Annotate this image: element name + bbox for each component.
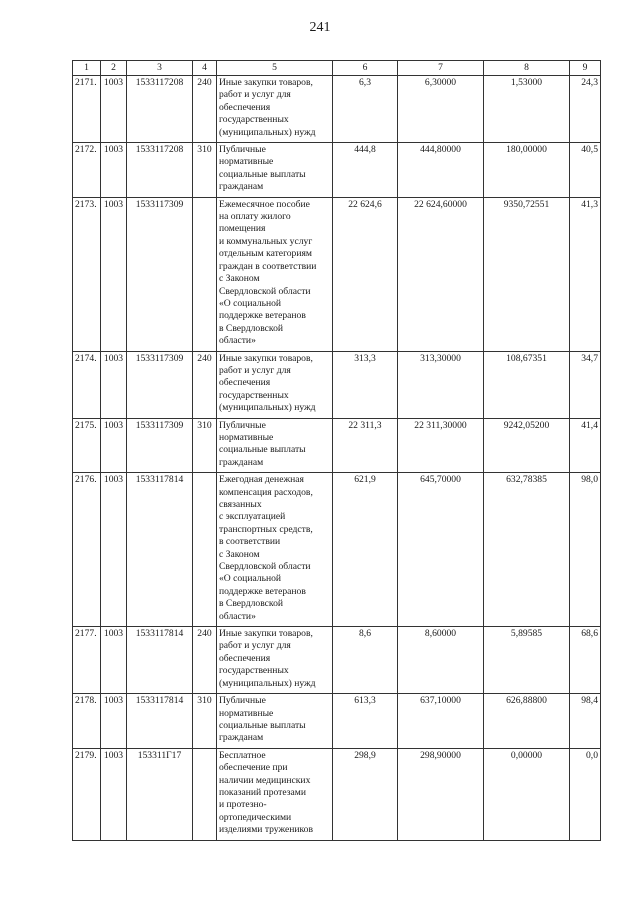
expense-type-code <box>193 748 217 840</box>
expense-type-code <box>193 473 217 627</box>
table-row <box>73 418 601 473</box>
row-number: 2174. <box>73 351 101 418</box>
value-col9: 98,0 <box>570 473 601 627</box>
table-row <box>73 143 601 198</box>
target-code: 1533117309 <box>127 418 193 473</box>
value-col9: 24,3 <box>570 76 601 143</box>
value-col8: 1,53000 <box>484 76 570 143</box>
item-name: Иные закупки товаров, работ и услуг для обеспечения государственных (муниципальных) нужд <box>217 76 333 143</box>
item-name: Публичные нормативные социальные выплаты гражданам <box>217 694 333 749</box>
value-col6: 8,6 <box>333 627 398 694</box>
row-number: 2172. <box>73 143 101 198</box>
row-number: 2171. <box>73 76 101 143</box>
expense-type-code: 240 <box>193 76 217 143</box>
section-code: 1003 <box>101 197 127 351</box>
value-col6: 298,9 <box>333 748 398 840</box>
value-col6: 613,3 <box>333 694 398 749</box>
expense-type-code: 240 <box>193 351 217 418</box>
value-col9: 34,7 <box>570 351 601 418</box>
value-col6: 22 624,6 <box>333 197 398 351</box>
value-col7: 22 311,30000 <box>398 418 484 473</box>
row-number: 2178. <box>73 694 101 749</box>
column-header: 2 <box>101 61 127 76</box>
section-code: 1003 <box>101 418 127 473</box>
section-code: 1003 <box>101 351 127 418</box>
table-row <box>73 76 601 143</box>
column-header: 4 <box>193 61 217 76</box>
table-row <box>73 473 601 627</box>
item-name: Иные закупки товаров, работ и услуг для обеспечения государственных (муниципальных) нужд <box>217 627 333 694</box>
row-number: 2173. <box>73 197 101 351</box>
column-header: 1 <box>73 61 101 76</box>
value-col6: 22 311,3 <box>333 418 398 473</box>
section-code: 1003 <box>101 143 127 198</box>
value-col8: 0,00000 <box>484 748 570 840</box>
target-code: 1533117814 <box>127 473 193 627</box>
value-col7: 6,30000 <box>398 76 484 143</box>
value-col7: 8,60000 <box>398 627 484 694</box>
column-header: 7 <box>398 61 484 76</box>
table-row <box>73 351 601 418</box>
value-col9: 41,4 <box>570 418 601 473</box>
target-code: 1533117814 <box>127 627 193 694</box>
section-code: 1003 <box>101 473 127 627</box>
table-row <box>73 197 601 351</box>
target-code: 1533117208 <box>127 143 193 198</box>
item-name: Публичные нормативные социальные выплаты гражданам <box>217 418 333 473</box>
row-number: 2175. <box>73 418 101 473</box>
value-col9: 0,0 <box>570 748 601 840</box>
budget-table <box>72 60 601 841</box>
value-col7: 637,10000 <box>398 694 484 749</box>
expense-type-code: 310 <box>193 418 217 473</box>
value-col6: 6,3 <box>333 76 398 143</box>
item-name: Бесплатное обеспечение при наличии медицинских показаний протезами и протезно- ортопедическими изделиями тружеников <box>217 748 333 840</box>
column-header: 6 <box>333 61 398 76</box>
value-col8: 5,89585 <box>484 627 570 694</box>
value-col8: 180,00000 <box>484 143 570 198</box>
value-col6: 621,9 <box>333 473 398 627</box>
expense-type-code: 310 <box>193 694 217 749</box>
value-col7: 298,90000 <box>398 748 484 840</box>
value-col7: 444,80000 <box>398 143 484 198</box>
target-code: 1533117309 <box>127 351 193 418</box>
expense-type-code: 240 <box>193 627 217 694</box>
expense-type-code <box>193 197 217 351</box>
target-code: 1533117309 <box>127 197 193 351</box>
value-col9: 40,5 <box>570 143 601 198</box>
section-code: 1003 <box>101 627 127 694</box>
page-number: 241 <box>309 20 331 35</box>
value-col7: 313,30000 <box>398 351 484 418</box>
item-name: Ежегодная денежная компенсация расходов, связанных с эксплуатацией транспортных средств, в соответствии с Законом Свердловской области «О социальной поддержке ветеранов в Свердловской области» <box>217 473 333 627</box>
item-name: Иные закупки товаров, работ и услуг для обеспечения государственных (муниципальных) нужд <box>217 351 333 418</box>
value-col8: 626,88800 <box>484 694 570 749</box>
row-number: 2179. <box>73 748 101 840</box>
row-number: 2176. <box>73 473 101 627</box>
value-col9: 41,3 <box>570 197 601 351</box>
value-col7: 22 624,60000 <box>398 197 484 351</box>
value-col8: 108,67351 <box>484 351 570 418</box>
section-code: 1003 <box>101 76 127 143</box>
table-row <box>73 627 601 694</box>
item-name: Ежемесячное пособие на оплату жилого помещения и коммунальных услуг отдельным категориям граждан в соответствии с Законом Свердловской области «О социальной поддержке ветеранов в Свердловской области» <box>217 197 333 351</box>
expense-type-code: 310 <box>193 143 217 198</box>
column-header: 9 <box>570 61 601 76</box>
target-code: 153311Г17 <box>127 748 193 840</box>
value-col8: 632,78385 <box>484 473 570 627</box>
value-col6: 313,3 <box>333 351 398 418</box>
value-col7: 645,70000 <box>398 473 484 627</box>
value-col8: 9242,05200 <box>484 418 570 473</box>
item-name: Публичные нормативные социальные выплаты гражданам <box>217 143 333 198</box>
value-col6: 444,8 <box>333 143 398 198</box>
column-header: 5 <box>217 61 333 76</box>
table-row <box>73 694 601 749</box>
target-code: 1533117814 <box>127 694 193 749</box>
table-row <box>73 748 601 840</box>
section-code: 1003 <box>101 748 127 840</box>
column-header: 8 <box>484 61 570 76</box>
table-header-row <box>73 61 601 76</box>
value-col8: 9350,72551 <box>484 197 570 351</box>
value-col9: 68,6 <box>570 627 601 694</box>
column-header: 3 <box>127 61 193 76</box>
row-number: 2177. <box>73 627 101 694</box>
target-code: 1533117208 <box>127 76 193 143</box>
value-col9: 98,4 <box>570 694 601 749</box>
section-code: 1003 <box>101 694 127 749</box>
